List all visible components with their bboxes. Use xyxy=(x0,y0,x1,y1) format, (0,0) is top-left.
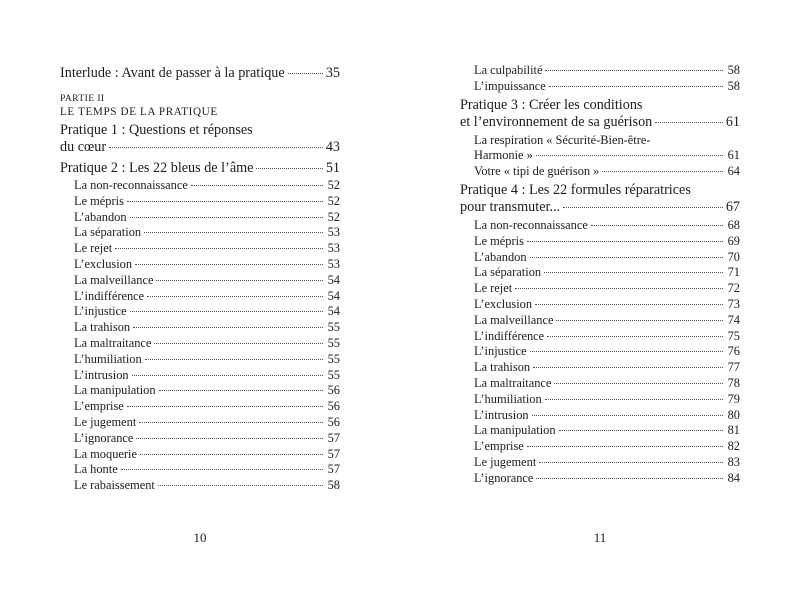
toc-entry-title: La maltraitance xyxy=(474,375,552,390)
toc-entry[interactable] xyxy=(460,297,740,313)
dot-leader xyxy=(544,272,723,273)
toc-sub-entries-left xyxy=(60,178,340,494)
toc-entry-title: L’intrusion xyxy=(474,407,529,422)
toc-entry-page: 56 xyxy=(327,383,340,398)
toc-entry-title: Le mépris xyxy=(474,233,524,248)
toc-entry[interactable] xyxy=(60,368,340,384)
dot-leader xyxy=(121,469,323,470)
toc-entry-page: 84 xyxy=(727,470,740,485)
dot-leader xyxy=(554,383,723,384)
toc-entry[interactable] xyxy=(460,408,740,424)
dot-leader xyxy=(133,327,323,328)
toc-entry-page: 78 xyxy=(727,375,740,390)
toc-entry-title: La non-reconnaissance xyxy=(474,217,588,232)
toc-entry-page: 58 xyxy=(727,78,740,93)
toc-entry-title: Le rejet xyxy=(74,241,113,256)
toc-entry[interactable] xyxy=(60,478,340,494)
toc-entry[interactable] xyxy=(460,218,740,234)
dot-leader xyxy=(140,454,323,455)
dot-leader xyxy=(130,217,323,218)
toc-entry[interactable] xyxy=(60,304,340,320)
toc-entry-title: Le rejet xyxy=(474,281,513,296)
toc-entry-title: L’exclusion xyxy=(74,256,133,271)
toc-entry-title: Interlude : Avant de passer à la pratique xyxy=(60,65,285,81)
toc-entry-title-line1: Pratique 4 : Les 22 formules réparatrices xyxy=(460,181,691,198)
toc-entry[interactable] xyxy=(60,352,340,368)
dot-leader xyxy=(154,343,323,344)
dot-leader xyxy=(127,201,323,202)
toc-entry-title: La malveillance xyxy=(474,312,554,327)
toc-entry-page: 75 xyxy=(727,328,740,343)
toc-entry[interactable] xyxy=(60,399,340,415)
toc-entry[interactable] xyxy=(60,194,340,210)
dot-leader xyxy=(655,122,723,123)
toc-entry[interactable] xyxy=(460,392,740,408)
dot-leader xyxy=(536,155,723,156)
table-of-contents-right xyxy=(460,63,740,487)
toc-entry-title: Votre « tipi de guérison » xyxy=(474,164,600,179)
toc-entry-page: 68 xyxy=(727,217,740,232)
toc-entry-page: 69 xyxy=(727,233,740,248)
toc-entry-title: La non-reconnaissance xyxy=(74,178,188,192)
right-page xyxy=(400,0,800,600)
toc-entry-page: 53 xyxy=(327,256,340,271)
dot-leader xyxy=(530,351,723,352)
toc-entry-title: L’indifférence xyxy=(474,328,545,343)
toc-entry-page: 61 xyxy=(725,113,740,130)
dot-leader xyxy=(109,147,323,148)
toc-entry-title: L’intrusion xyxy=(74,367,129,382)
toc-entry-title: L’indifférence xyxy=(74,288,145,303)
dot-leader xyxy=(547,336,723,337)
toc-entry-title: Le jugement xyxy=(74,414,137,429)
toc-entry[interactable] xyxy=(60,431,340,447)
toc-entry[interactable] xyxy=(460,313,740,329)
toc-entry[interactable] xyxy=(460,439,740,455)
dot-leader xyxy=(288,73,323,74)
toc-entry-page: 80 xyxy=(727,407,740,422)
toc-entry-title-line2: et l’environnement de sa guérison xyxy=(460,113,653,130)
toc-entry-title: Le rabaissement xyxy=(74,478,155,493)
table-of-contents-left xyxy=(60,63,340,494)
dot-leader xyxy=(545,70,723,71)
toc-entry-title: La trahison xyxy=(74,320,131,335)
dot-leader xyxy=(145,359,323,360)
toc-entry-page: 76 xyxy=(727,344,740,359)
toc-entry-page: 52 xyxy=(327,209,340,224)
dot-leader xyxy=(591,225,723,226)
toc-entry[interactable] xyxy=(60,320,340,336)
toc-entry[interactable] xyxy=(460,63,740,79)
toc-entry-title: Le jugement xyxy=(474,454,537,469)
toc-entry-page: 64 xyxy=(727,164,740,179)
dot-leader xyxy=(559,430,723,431)
toc-entry-page: 53 xyxy=(327,241,340,256)
toc-entry-page: 56 xyxy=(327,414,340,429)
toc-entry-title-line1: La respiration « Sécurité-Bien-être- xyxy=(474,132,651,147)
toc-entry-page: 54 xyxy=(327,304,340,319)
dot-leader xyxy=(539,462,723,463)
toc-entry[interactable] xyxy=(60,462,340,478)
toc-entry-page: 57 xyxy=(327,446,340,461)
toc-entry-page: 55 xyxy=(327,320,340,335)
toc-entry-page: 67 xyxy=(725,198,740,215)
toc-entry-page: 54 xyxy=(327,288,340,303)
toc-entry-title-line2: du cœur xyxy=(60,139,107,155)
toc-entry[interactable] xyxy=(460,265,740,281)
toc-entry-page: 55 xyxy=(327,351,340,366)
page-number: 11 xyxy=(593,530,607,545)
toc-entry[interactable] xyxy=(460,423,740,439)
dot-leader xyxy=(545,399,723,400)
toc-entry[interactable] xyxy=(60,383,340,399)
toc-entry-title: Le mépris xyxy=(74,193,124,208)
toc-entry-page: 35 xyxy=(325,65,340,81)
toc-entry[interactable] xyxy=(460,376,740,392)
dot-leader xyxy=(535,304,723,305)
toc-entry-page: 70 xyxy=(727,249,740,264)
dot-leader xyxy=(563,207,723,208)
toc-entry-pratique-3[interactable] xyxy=(460,97,740,131)
dot-leader xyxy=(532,415,723,416)
toc-entry-title: Pratique 2 : Les 22 bleus de l’âme xyxy=(60,160,254,176)
toc-entry[interactable] xyxy=(460,471,740,487)
toc-entry-page: 79 xyxy=(727,391,740,406)
toc-entry-title-line1: Pratique 3 : Créer les conditions xyxy=(460,96,643,113)
toc-entry-page: 52 xyxy=(327,193,340,208)
toc-entry[interactable] xyxy=(60,289,340,305)
toc-entry-page: 55 xyxy=(327,367,340,382)
toc-entry-page: 83 xyxy=(727,454,740,469)
toc-entry[interactable] xyxy=(460,344,740,360)
toc-entry-pratique-1[interactable] xyxy=(60,122,340,156)
toc-entry-title: L’abandon xyxy=(74,209,127,224)
toc-entry-page: 82 xyxy=(727,439,740,454)
dot-leader xyxy=(536,478,723,479)
toc-entry-page: 61 xyxy=(727,148,740,163)
toc-entry-page: 53 xyxy=(327,225,340,240)
toc-entry-title: La moquerie xyxy=(74,446,137,461)
toc-sub-entries-right xyxy=(460,218,740,487)
toc-entry[interactable] xyxy=(60,447,340,463)
toc-entry-title: L’impuissance xyxy=(474,78,546,93)
toc-entry-respiration[interactable] xyxy=(460,133,740,165)
toc-entry-title: L’humiliation xyxy=(474,391,542,406)
toc-entry-page: 56 xyxy=(327,399,340,414)
dot-leader xyxy=(556,320,723,321)
toc-entry-title: La trahison xyxy=(474,360,531,375)
dot-leader xyxy=(130,311,323,312)
toc-entry-title: La manipulation xyxy=(74,383,156,398)
toc-entry-page: 72 xyxy=(727,281,740,296)
toc-entry-page: 57 xyxy=(327,462,340,477)
toc-entry[interactable] xyxy=(60,415,340,431)
toc-entry-title: La malveillance xyxy=(74,272,154,287)
toc-entry-page: 81 xyxy=(727,423,740,438)
toc-entry-page: 58 xyxy=(727,63,740,77)
dot-leader xyxy=(144,232,323,233)
toc-entry-interlude[interactable] xyxy=(60,63,340,83)
toc-entry-page: 43 xyxy=(325,139,340,155)
dot-leader xyxy=(602,171,723,172)
toc-entry-title: La manipulation xyxy=(474,423,556,438)
toc-entry[interactable] xyxy=(60,225,340,241)
toc-entry[interactable] xyxy=(460,79,740,95)
dot-leader xyxy=(527,241,723,242)
toc-entry-title: La séparation xyxy=(474,265,542,280)
toc-entry[interactable] xyxy=(60,257,340,273)
toc-sub-entries-right-top xyxy=(460,63,740,95)
toc-entry-title: La culpabilité xyxy=(474,63,543,77)
toc-entry-page: 52 xyxy=(327,178,340,192)
toc-entry-page: 51 xyxy=(325,160,340,176)
toc-entry-title: L’injustice xyxy=(474,344,527,359)
dot-leader xyxy=(127,406,323,407)
dot-leader xyxy=(136,438,323,439)
toc-entry-page: 74 xyxy=(727,312,740,327)
dot-leader xyxy=(156,280,323,281)
page-number: 10 xyxy=(193,530,207,545)
toc-entry-title: L’ignorance xyxy=(474,470,534,485)
dot-leader xyxy=(527,446,723,447)
toc-entry-page: 58 xyxy=(327,478,340,493)
toc-entry-title: L’abandon xyxy=(474,249,527,264)
toc-entry[interactable] xyxy=(460,329,740,345)
toc-entry-title: La séparation xyxy=(74,225,142,240)
toc-entry[interactable] xyxy=(60,336,340,352)
dot-leader xyxy=(191,185,323,186)
toc-entry-title: L’exclusion xyxy=(474,296,533,311)
dot-leader xyxy=(147,296,323,297)
toc-entry-page: 77 xyxy=(727,360,740,375)
toc-entry-title: L’emprise xyxy=(74,399,124,414)
toc-entry-pratique-2[interactable] xyxy=(60,158,340,178)
dot-leader xyxy=(115,248,323,249)
toc-entry[interactable] xyxy=(460,250,740,266)
dot-leader xyxy=(135,264,323,265)
toc-entry-title: La honte xyxy=(74,462,118,477)
toc-entry-page: 57 xyxy=(327,430,340,445)
toc-entry-title-line2: pour transmuter... xyxy=(460,198,561,215)
toc-entry-title: L’humiliation xyxy=(74,351,142,366)
toc-entry-title: L’injustice xyxy=(74,304,127,319)
dot-leader xyxy=(530,257,723,258)
toc-entry-pratique-4[interactable] xyxy=(460,182,740,216)
toc-entry[interactable] xyxy=(60,178,340,194)
toc-entry-title: L’emprise xyxy=(474,439,524,454)
toc-entry-title: La maltraitance xyxy=(74,335,152,350)
toc-entry[interactable] xyxy=(460,360,740,376)
part-label: PARTIE II xyxy=(60,93,105,104)
toc-entry-title: L’ignorance xyxy=(74,430,134,445)
toc-entry[interactable] xyxy=(460,455,740,471)
toc-entry-title-line1: Pratique 1 : Questions et réponses xyxy=(60,122,253,138)
toc-entry-title-line2: Harmonie » xyxy=(474,148,533,163)
dot-leader xyxy=(159,390,323,391)
toc-entry-page: 73 xyxy=(727,296,740,311)
dot-leader xyxy=(158,485,323,486)
dot-leader xyxy=(256,168,322,169)
toc-entry-tipi[interactable] xyxy=(460,164,740,180)
dot-leader xyxy=(549,86,723,87)
part-title: LE TEMPS DE LA PRATIQUE xyxy=(60,106,218,118)
toc-entry[interactable] xyxy=(460,281,740,297)
dot-leader xyxy=(533,367,723,368)
toc-entry-page: 55 xyxy=(327,335,340,350)
toc-entry-page: 71 xyxy=(727,265,740,280)
toc-entry[interactable] xyxy=(60,241,340,257)
dot-leader xyxy=(132,375,323,376)
toc-entry[interactable] xyxy=(60,273,340,289)
toc-entry[interactable] xyxy=(460,234,740,250)
toc-entry-page: 54 xyxy=(327,272,340,287)
toc-entry[interactable] xyxy=(60,210,340,226)
dot-leader xyxy=(515,288,723,289)
dot-leader xyxy=(139,422,323,423)
